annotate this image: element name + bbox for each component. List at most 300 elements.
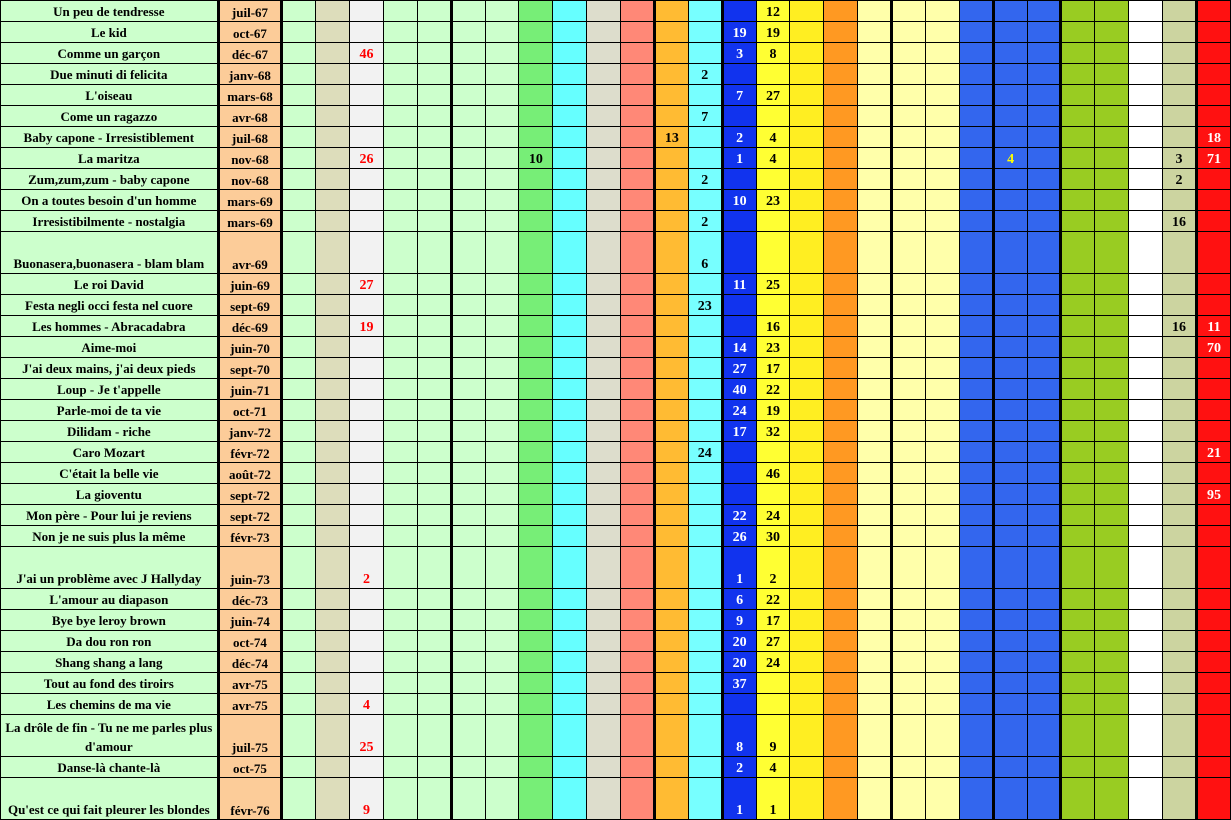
position-cell[interactable]: 20 — [722, 652, 756, 673]
position-cell[interactable]: 9 — [722, 610, 756, 631]
position-cell[interactable] — [519, 526, 553, 547]
position-cell[interactable] — [553, 337, 587, 358]
position-cell[interactable] — [824, 526, 858, 547]
position-cell[interactable] — [959, 274, 993, 295]
position-cell[interactable] — [519, 400, 553, 421]
position-cell[interactable] — [383, 778, 417, 820]
release-date-cell[interactable]: sept-72 — [218, 484, 282, 505]
release-date-cell[interactable]: juin-73 — [218, 547, 282, 589]
position-cell[interactable] — [959, 64, 993, 85]
position-cell[interactable] — [621, 22, 655, 43]
position-cell[interactable] — [316, 22, 350, 43]
position-cell[interactable] — [485, 43, 519, 64]
release-date-cell[interactable]: juin-69 — [218, 274, 282, 295]
position-cell[interactable] — [451, 1, 485, 22]
position-cell[interactable] — [993, 715, 1027, 757]
position-cell[interactable] — [858, 232, 892, 274]
release-date-cell[interactable]: mars-69 — [218, 190, 282, 211]
position-cell[interactable] — [756, 442, 790, 463]
position-cell[interactable] — [925, 673, 959, 694]
position-cell[interactable] — [553, 190, 587, 211]
position-cell[interactable] — [417, 421, 451, 442]
position-cell[interactable] — [1163, 673, 1197, 694]
position-cell[interactable] — [1095, 1, 1129, 22]
position-cell[interactable] — [451, 526, 485, 547]
song-title-cell[interactable]: J'ai deux mains, j'ai deux pieds — [1, 358, 219, 379]
position-cell[interactable] — [790, 1, 824, 22]
position-cell[interactable] — [383, 673, 417, 694]
position-cell[interactable] — [654, 400, 688, 421]
position-cell[interactable] — [824, 358, 858, 379]
position-cell[interactable] — [824, 400, 858, 421]
position-cell[interactable] — [587, 358, 621, 379]
position-cell[interactable]: 22 — [756, 589, 790, 610]
position-cell[interactable] — [621, 127, 655, 148]
position-cell[interactable]: 20 — [722, 631, 756, 652]
position-cell[interactable] — [417, 64, 451, 85]
position-cell[interactable] — [383, 148, 417, 169]
position-cell[interactable]: 3 — [1163, 148, 1197, 169]
position-cell[interactable] — [316, 526, 350, 547]
position-cell[interactable] — [621, 400, 655, 421]
position-cell[interactable] — [1163, 400, 1197, 421]
position-cell[interactable]: 27 — [350, 274, 384, 295]
position-cell[interactable] — [1095, 589, 1129, 610]
position-cell[interactable]: 19 — [350, 316, 384, 337]
position-cell[interactable] — [417, 169, 451, 190]
position-cell[interactable] — [519, 169, 553, 190]
position-cell[interactable] — [621, 526, 655, 547]
position-cell[interactable]: 9 — [756, 715, 790, 757]
position-cell[interactable] — [383, 379, 417, 400]
position-cell[interactable] — [417, 295, 451, 316]
position-cell[interactable] — [621, 85, 655, 106]
position-cell[interactable] — [892, 715, 926, 757]
position-cell[interactable] — [383, 232, 417, 274]
position-cell[interactable] — [553, 526, 587, 547]
position-cell[interactable] — [519, 778, 553, 820]
position-cell[interactable] — [350, 190, 384, 211]
position-cell[interactable] — [1027, 64, 1061, 85]
position-cell[interactable] — [282, 232, 316, 274]
position-cell[interactable] — [1027, 421, 1061, 442]
position-cell[interactable] — [451, 694, 485, 715]
position-cell[interactable] — [1196, 547, 1230, 589]
position-cell[interactable] — [1129, 337, 1163, 358]
position-cell[interactable] — [993, 778, 1027, 820]
position-cell[interactable] — [993, 694, 1027, 715]
position-cell[interactable] — [383, 169, 417, 190]
position-cell[interactable] — [925, 379, 959, 400]
position-cell[interactable] — [993, 442, 1027, 463]
position-cell[interactable] — [350, 22, 384, 43]
song-title-cell[interactable]: L'amour au diapason — [1, 589, 219, 610]
position-cell[interactable] — [383, 610, 417, 631]
position-cell[interactable] — [722, 484, 756, 505]
position-cell[interactable] — [553, 778, 587, 820]
song-title-cell[interactable]: Dilidam - riche — [1, 421, 219, 442]
position-cell[interactable] — [993, 190, 1027, 211]
position-cell[interactable] — [959, 778, 993, 820]
position-cell[interactable] — [553, 316, 587, 337]
position-cell[interactable] — [282, 274, 316, 295]
position-cell[interactable] — [722, 1, 756, 22]
position-cell[interactable] — [654, 547, 688, 589]
position-cell[interactable] — [519, 85, 553, 106]
position-cell[interactable]: 2 — [688, 211, 722, 232]
position-cell[interactable] — [959, 232, 993, 274]
position-cell[interactable] — [1095, 715, 1129, 757]
position-cell[interactable] — [993, 673, 1027, 694]
position-cell[interactable] — [621, 673, 655, 694]
position-cell[interactable] — [485, 211, 519, 232]
position-cell[interactable] — [519, 484, 553, 505]
position-cell[interactable] — [1027, 757, 1061, 778]
song-title-cell[interactable]: Qu'est ce qui fait pleurer les blondes — [1, 778, 219, 820]
position-cell[interactable] — [553, 421, 587, 442]
position-cell[interactable] — [654, 463, 688, 484]
position-cell[interactable] — [1129, 22, 1163, 43]
position-cell[interactable] — [1027, 610, 1061, 631]
position-cell[interactable] — [925, 778, 959, 820]
position-cell[interactable] — [1095, 694, 1129, 715]
position-cell[interactable] — [1129, 127, 1163, 148]
position-cell[interactable] — [451, 316, 485, 337]
position-cell[interactable] — [451, 463, 485, 484]
position-cell[interactable] — [722, 463, 756, 484]
position-cell[interactable] — [790, 652, 824, 673]
position-cell[interactable]: 4 — [756, 127, 790, 148]
position-cell[interactable] — [553, 64, 587, 85]
position-cell[interactable] — [1196, 358, 1230, 379]
position-cell[interactable] — [383, 589, 417, 610]
position-cell[interactable] — [451, 22, 485, 43]
position-cell[interactable] — [824, 316, 858, 337]
position-cell[interactable] — [722, 211, 756, 232]
position-cell[interactable]: 2 — [688, 64, 722, 85]
position-cell[interactable] — [553, 127, 587, 148]
position-cell[interactable] — [824, 190, 858, 211]
position-cell[interactable] — [858, 169, 892, 190]
position-cell[interactable] — [722, 694, 756, 715]
position-cell[interactable] — [959, 316, 993, 337]
position-cell[interactable] — [1027, 85, 1061, 106]
song-title-cell[interactable]: J'ai un problème avec J Hallyday — [1, 547, 219, 589]
position-cell[interactable] — [1196, 526, 1230, 547]
position-cell[interactable] — [383, 43, 417, 64]
position-cell[interactable] — [316, 778, 350, 820]
position-cell[interactable] — [959, 379, 993, 400]
position-cell[interactable] — [1027, 43, 1061, 64]
position-cell[interactable] — [1027, 694, 1061, 715]
position-cell[interactable]: 7 — [688, 106, 722, 127]
position-cell[interactable] — [417, 484, 451, 505]
position-cell[interactable] — [451, 778, 485, 820]
position-cell[interactable] — [790, 715, 824, 757]
position-cell[interactable] — [925, 631, 959, 652]
position-cell[interactable] — [688, 1, 722, 22]
position-cell[interactable] — [654, 148, 688, 169]
position-cell[interactable] — [1129, 715, 1163, 757]
position-cell[interactable] — [451, 652, 485, 673]
position-cell[interactable] — [1061, 400, 1095, 421]
position-cell[interactable] — [451, 106, 485, 127]
position-cell[interactable] — [892, 631, 926, 652]
position-cell[interactable] — [417, 211, 451, 232]
position-cell[interactable] — [1129, 358, 1163, 379]
position-cell[interactable] — [790, 694, 824, 715]
position-cell[interactable]: 1 — [722, 547, 756, 589]
position-cell[interactable]: 22 — [756, 379, 790, 400]
position-cell[interactable] — [858, 148, 892, 169]
position-cell[interactable] — [1061, 694, 1095, 715]
position-cell[interactable] — [1027, 1, 1061, 22]
position-cell[interactable] — [858, 631, 892, 652]
position-cell[interactable] — [1027, 463, 1061, 484]
position-cell[interactable] — [485, 400, 519, 421]
position-cell[interactable] — [1095, 190, 1129, 211]
position-cell[interactable] — [1061, 85, 1095, 106]
position-cell[interactable] — [1027, 274, 1061, 295]
position-cell[interactable] — [858, 316, 892, 337]
release-date-cell[interactable]: févr-73 — [218, 526, 282, 547]
position-cell[interactable] — [993, 505, 1027, 526]
position-cell[interactable] — [451, 43, 485, 64]
position-cell[interactable] — [892, 610, 926, 631]
position-cell[interactable] — [1027, 547, 1061, 589]
position-cell[interactable] — [1027, 442, 1061, 463]
position-cell[interactable] — [756, 694, 790, 715]
position-cell[interactable]: 32 — [756, 421, 790, 442]
position-cell[interactable] — [858, 442, 892, 463]
position-cell[interactable] — [1163, 715, 1197, 757]
position-cell[interactable] — [858, 211, 892, 232]
position-cell[interactable] — [993, 274, 1027, 295]
position-cell[interactable] — [587, 778, 621, 820]
position-cell[interactable] — [858, 673, 892, 694]
position-cell[interactable] — [824, 1, 858, 22]
position-cell[interactable] — [417, 316, 451, 337]
position-cell[interactable] — [756, 169, 790, 190]
position-cell[interactable] — [1163, 484, 1197, 505]
position-cell[interactable] — [1196, 379, 1230, 400]
position-cell[interactable] — [993, 1, 1027, 22]
release-date-cell[interactable]: sept-72 — [218, 505, 282, 526]
position-cell[interactable] — [1095, 484, 1129, 505]
position-cell[interactable] — [282, 400, 316, 421]
position-cell[interactable] — [790, 169, 824, 190]
position-cell[interactable] — [553, 211, 587, 232]
position-cell[interactable] — [858, 547, 892, 589]
position-cell[interactable]: 16 — [1163, 211, 1197, 232]
position-cell[interactable] — [1129, 274, 1163, 295]
position-cell[interactable] — [519, 274, 553, 295]
position-cell[interactable] — [1027, 316, 1061, 337]
position-cell[interactable] — [383, 1, 417, 22]
position-cell[interactable] — [451, 85, 485, 106]
position-cell[interactable] — [621, 610, 655, 631]
position-cell[interactable] — [959, 337, 993, 358]
position-cell[interactable] — [587, 232, 621, 274]
position-cell[interactable] — [587, 127, 621, 148]
position-cell[interactable] — [316, 757, 350, 778]
position-cell[interactable] — [1163, 274, 1197, 295]
song-title-cell[interactable]: Irresistibilmente - nostalgia — [1, 211, 219, 232]
position-cell[interactable] — [587, 211, 621, 232]
position-cell[interactable] — [654, 694, 688, 715]
position-cell[interactable] — [417, 148, 451, 169]
position-cell[interactable] — [1129, 85, 1163, 106]
release-date-cell[interactable]: avr-68 — [218, 106, 282, 127]
position-cell[interactable] — [1095, 421, 1129, 442]
position-cell[interactable] — [1196, 274, 1230, 295]
position-cell[interactable] — [959, 484, 993, 505]
position-cell[interactable] — [417, 715, 451, 757]
position-cell[interactable] — [824, 463, 858, 484]
position-cell[interactable] — [925, 22, 959, 43]
position-cell[interactable] — [519, 547, 553, 589]
position-cell[interactable]: 6 — [688, 232, 722, 274]
position-cell[interactable] — [621, 211, 655, 232]
position-cell[interactable] — [756, 673, 790, 694]
position-cell[interactable] — [688, 358, 722, 379]
position-cell[interactable]: 17 — [756, 610, 790, 631]
position-cell[interactable] — [858, 85, 892, 106]
release-date-cell[interactable]: janv-72 — [218, 421, 282, 442]
position-cell[interactable] — [350, 589, 384, 610]
position-cell[interactable] — [1095, 610, 1129, 631]
position-cell[interactable] — [1129, 211, 1163, 232]
position-cell[interactable] — [1095, 757, 1129, 778]
position-cell[interactable] — [1095, 547, 1129, 589]
position-cell[interactable] — [790, 106, 824, 127]
position-cell[interactable] — [282, 673, 316, 694]
position-cell[interactable] — [383, 715, 417, 757]
position-cell[interactable] — [553, 610, 587, 631]
position-cell[interactable] — [1129, 421, 1163, 442]
position-cell[interactable] — [553, 43, 587, 64]
position-cell[interactable] — [316, 547, 350, 589]
position-cell[interactable]: 17 — [756, 358, 790, 379]
position-cell[interactable] — [282, 715, 316, 757]
position-cell[interactable] — [892, 652, 926, 673]
position-cell[interactable] — [383, 547, 417, 589]
position-cell[interactable] — [925, 652, 959, 673]
position-cell[interactable] — [383, 316, 417, 337]
position-cell[interactable] — [316, 148, 350, 169]
position-cell[interactable]: 19 — [756, 22, 790, 43]
position-cell[interactable] — [654, 232, 688, 274]
position-cell[interactable]: 23 — [756, 337, 790, 358]
position-cell[interactable] — [417, 85, 451, 106]
position-cell[interactable] — [925, 1, 959, 22]
position-cell[interactable] — [282, 190, 316, 211]
position-cell[interactable] — [485, 379, 519, 400]
position-cell[interactable] — [485, 1, 519, 22]
position-cell[interactable] — [282, 652, 316, 673]
position-cell[interactable]: 25 — [350, 715, 384, 757]
release-date-cell[interactable]: déc-67 — [218, 43, 282, 64]
release-date-cell[interactable]: avr-75 — [218, 673, 282, 694]
position-cell[interactable] — [417, 274, 451, 295]
position-cell[interactable] — [451, 421, 485, 442]
position-cell[interactable] — [1027, 379, 1061, 400]
position-cell[interactable] — [316, 652, 350, 673]
position-cell[interactable] — [1095, 400, 1129, 421]
position-cell[interactable] — [824, 22, 858, 43]
position-cell[interactable] — [519, 64, 553, 85]
position-cell[interactable] — [654, 610, 688, 631]
position-cell[interactable] — [553, 169, 587, 190]
position-cell[interactable] — [1027, 22, 1061, 43]
position-cell[interactable] — [654, 421, 688, 442]
position-cell[interactable] — [485, 232, 519, 274]
position-cell[interactable] — [654, 64, 688, 85]
position-cell[interactable] — [282, 169, 316, 190]
release-date-cell[interactable]: mars-68 — [218, 85, 282, 106]
position-cell[interactable] — [824, 694, 858, 715]
position-cell[interactable] — [824, 127, 858, 148]
position-cell[interactable] — [722, 232, 756, 274]
position-cell[interactable] — [790, 526, 824, 547]
position-cell[interactable] — [383, 757, 417, 778]
position-cell[interactable] — [1129, 379, 1163, 400]
position-cell[interactable] — [1061, 316, 1095, 337]
position-cell[interactable] — [654, 505, 688, 526]
position-cell[interactable] — [485, 631, 519, 652]
song-title-cell[interactable]: Un peu de tendresse — [1, 1, 219, 22]
position-cell[interactable] — [621, 106, 655, 127]
position-cell[interactable] — [350, 85, 384, 106]
position-cell[interactable] — [621, 43, 655, 64]
position-cell[interactable] — [1163, 43, 1197, 64]
position-cell[interactable] — [1061, 43, 1095, 64]
position-cell[interactable] — [383, 505, 417, 526]
position-cell[interactable] — [621, 442, 655, 463]
position-cell[interactable] — [688, 526, 722, 547]
position-cell[interactable] — [417, 778, 451, 820]
position-cell[interactable] — [587, 694, 621, 715]
position-cell[interactable] — [892, 190, 926, 211]
position-cell[interactable]: 25 — [756, 274, 790, 295]
position-cell[interactable] — [383, 484, 417, 505]
release-date-cell[interactable]: mars-69 — [218, 211, 282, 232]
position-cell[interactable] — [417, 190, 451, 211]
position-cell[interactable] — [993, 211, 1027, 232]
position-cell[interactable] — [553, 547, 587, 589]
position-cell[interactable] — [790, 148, 824, 169]
position-cell[interactable] — [1163, 694, 1197, 715]
position-cell[interactable] — [485, 85, 519, 106]
position-cell[interactable] — [316, 337, 350, 358]
position-cell[interactable] — [1095, 22, 1129, 43]
song-title-cell[interactable]: Festa negli occi festa nel cuore — [1, 295, 219, 316]
position-cell[interactable] — [824, 211, 858, 232]
release-date-cell[interactable]: nov-68 — [218, 148, 282, 169]
position-cell[interactable] — [688, 274, 722, 295]
position-cell[interactable] — [485, 757, 519, 778]
position-cell[interactable] — [1196, 106, 1230, 127]
position-cell[interactable] — [993, 484, 1027, 505]
position-cell[interactable] — [1095, 295, 1129, 316]
position-cell[interactable] — [383, 127, 417, 148]
position-cell[interactable] — [519, 127, 553, 148]
position-cell[interactable] — [485, 106, 519, 127]
position-cell[interactable] — [350, 169, 384, 190]
position-cell[interactable] — [959, 505, 993, 526]
position-cell[interactable] — [1027, 295, 1061, 316]
position-cell[interactable] — [1129, 526, 1163, 547]
